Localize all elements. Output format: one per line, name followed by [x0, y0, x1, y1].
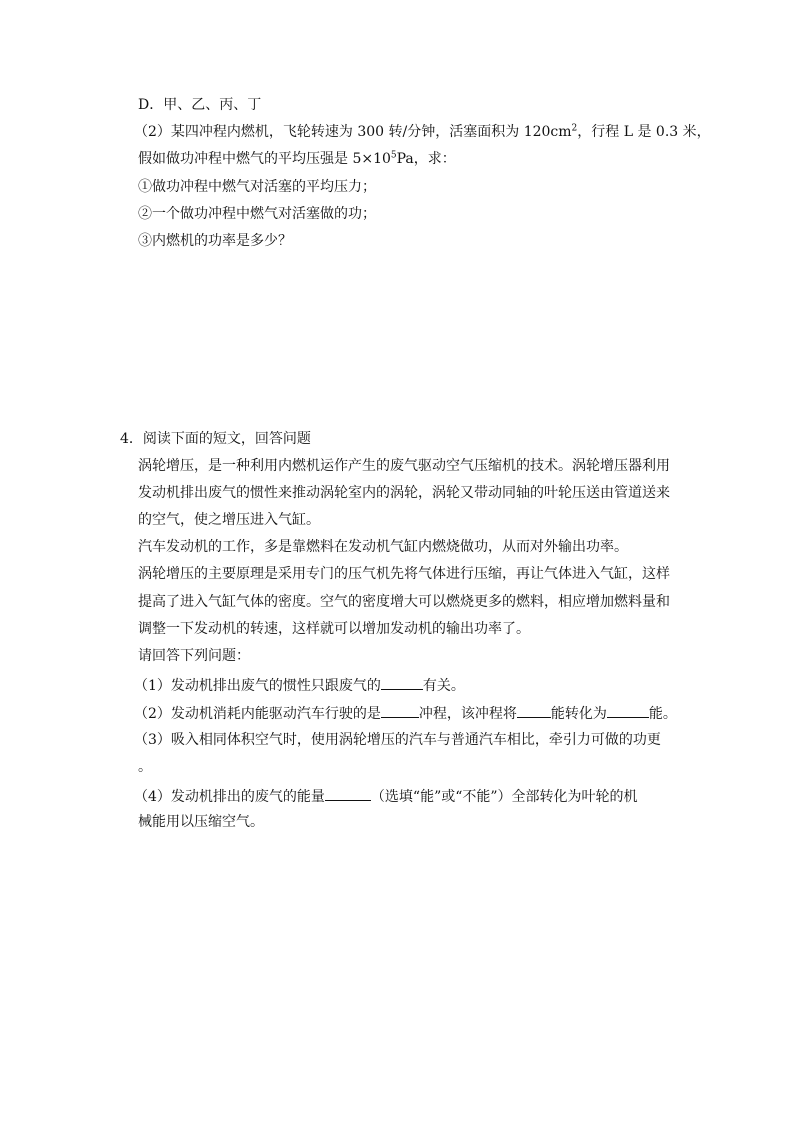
q4-para1-line1: 涡轮增压，是一种利用内燃机运作产生的废气驱动空气压缩机的技术。涡轮增压器利用 [138, 458, 670, 474]
q3-part2-line2-text-a: 假如做功冲程中燃气的平均压强是 5×10 [138, 151, 391, 167]
q3-part2-line2 [138, 150, 456, 168]
q4-para3-line3: 调整一下发动机的转速，这样就可以增加发动机的输出功率了。 [138, 621, 530, 637]
superscript-area-unit: 2 [571, 123, 578, 134]
q3-part2-line2-text-b: Pa，求： [396, 151, 456, 167]
answer-blank[interactable] [381, 675, 423, 690]
answer-blank[interactable] [381, 703, 419, 718]
option-d: D．甲、乙、丙、丁 [138, 97, 262, 113]
q4-para3-line1: 涡轮增压的主要原理是采用专门的压气机先将气体进行压缩，再让气体进入气缸，这样 [138, 566, 670, 582]
q4-sub4-line2: 械能用以压缩空气。 [138, 814, 264, 830]
q4-sub3-line2: 。 [138, 759, 152, 775]
q3-part2-line1-text-b: ，行程 L 是 0.3 米， [577, 124, 711, 140]
q4-prompt: 请回答下列问题： [138, 648, 250, 664]
q3-sub1: ①做功冲程中燃气对活塞的平均压力； [138, 179, 376, 195]
q4-para2: 汽车发动机的工作，多是靠燃料在发动机气缸内燃烧做功，从而对外输出功率。 [138, 539, 628, 555]
q4-sub4-text-b: （选填“能”或“不能”）全部转化为叶轮的机 [370, 789, 638, 805]
q4-sub4-line1 [134, 786, 638, 806]
answer-blank[interactable] [325, 786, 371, 801]
q4-sub1 [134, 675, 465, 695]
q3-part2-line1 [134, 123, 711, 141]
answer-blank[interactable] [607, 703, 649, 718]
q3-part2-line1-text-a: （2）某四冲程内燃机，飞轮转速为 300 转/分钟，活塞面积为 120cm [134, 124, 572, 140]
q4-heading: 4．阅读下面的短文，回答问题 [120, 431, 311, 447]
superscript-exponent: 5 [390, 150, 397, 161]
q4-sub2 [134, 703, 677, 723]
q4-sub1-text-a: （1）发动机排出废气的惯性只跟废气的 [134, 678, 381, 694]
q3-sub2: ②一个做功冲程中燃气对活塞做的功； [138, 206, 376, 222]
q4-sub2-text-c: 能转化为 [550, 706, 607, 722]
q3-sub3: ③内燃机的功率是多少？ [138, 233, 292, 249]
q4-para1-line3: 的空气，使之增压进入气缸。 [138, 512, 320, 528]
q4-sub2-text-b: 冲程，该冲程将 [418, 706, 517, 722]
q4-sub3-line1: （3）吸入相同体积空气时，使用涡轮增压的汽车与普通汽车相比，牵引力可做的功更 [134, 732, 661, 748]
q4-para3-line2: 提高了进入气缸气体的密度。空气的密度增大可以燃烧更多的燃料，相应增加燃料量和 [138, 594, 670, 610]
answer-blank[interactable] [517, 703, 551, 718]
q4-sub2-text-d: 能。 [648, 706, 677, 722]
q4-para1-line2: 发动机排出废气的惯性来推动涡轮室内的涡轮，涡轮又带动同轴的叶轮压送由管道送来 [138, 485, 670, 501]
q4-sub1-text-b: 有关。 [422, 678, 465, 694]
q4-sub4-text-a: （4）发动机排出的废气的能量 [134, 789, 325, 805]
q4-sub2-text-a: （2）发动机消耗内能驱动汽车行驶的是 [134, 706, 381, 722]
